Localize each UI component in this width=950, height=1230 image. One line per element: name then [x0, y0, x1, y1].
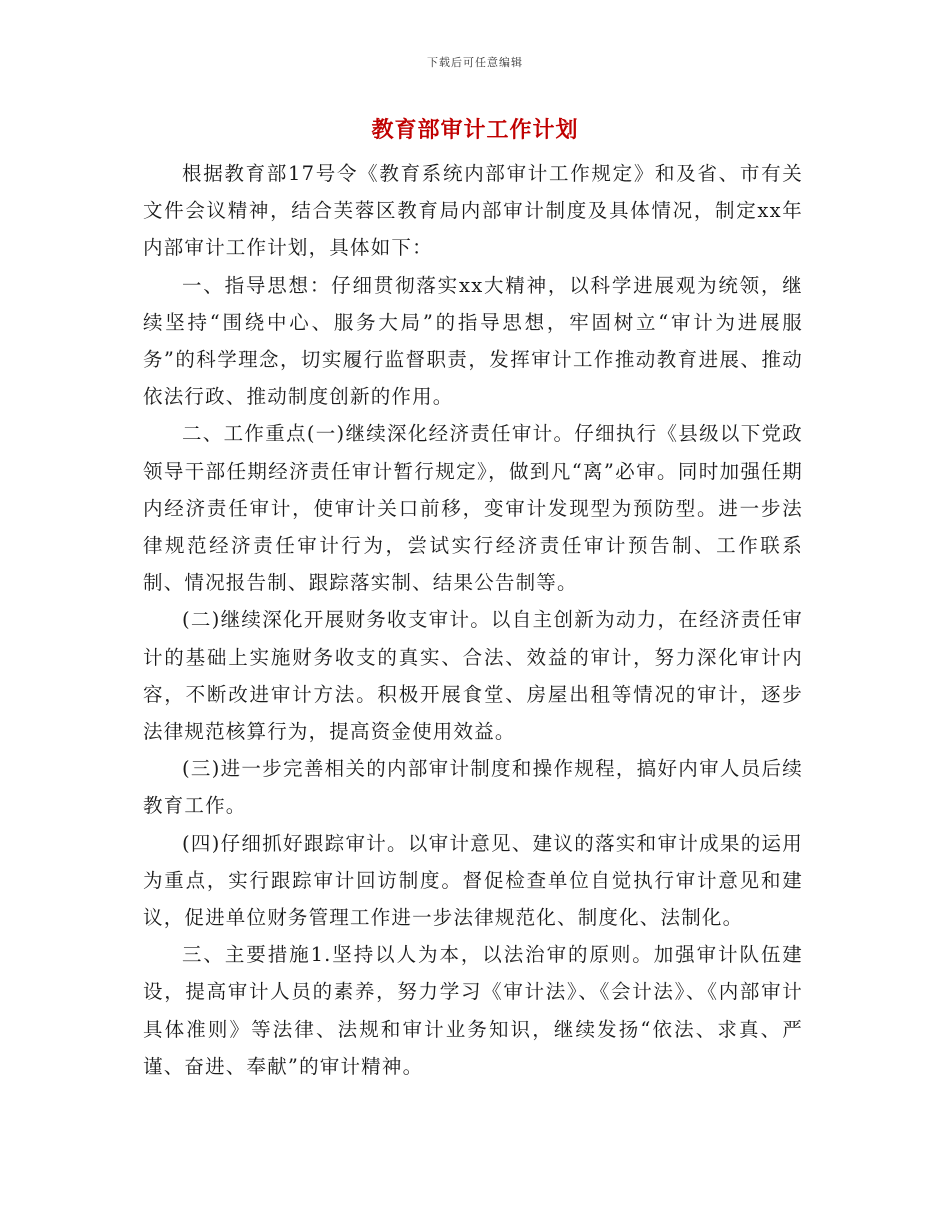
paragraph-work-focus-4: (四)仔细抓好跟踪审计。以审计意见、建议的落实和审计成果的运用为重点，实行跟踪审计回访制度。督促检查单位自觉执行审计意见和建议，促进单位财务管理工作进一步法律规范化、制度化、法制化。 — [143, 831, 803, 930]
header-note: 下载后可任意编辑 — [427, 56, 523, 69]
paragraph-main-measures: 三、主要措施1.坚持以人为本，以法治审的原则。加强审计队伍建设，提高审计人员的素养，努力学习《审计法》、《会计法》、《内部审计具体准则》等法律、法规和审计业务知识，继续发扬“依法、求真、严谨、奋进、奉献”的审计精神。 — [143, 943, 803, 1078]
paragraph-guiding-thought: 一、指导思想：仔细贯彻落实xx大精神，以科学进展观为统领，继续坚持“围绕中心、服务大局”的指导思想，牢固树立“审计为进展服务”的科学理念，切实履行监督职责，发挥审计工作推动教育进展、推动依法行政、推动制度创新的作用。 — [143, 273, 803, 409]
document-title: 教育部审计工作计划 — [371, 117, 579, 143]
paragraph-intro: 根据教育部17号令《教育系统内部审计工作规定》和及省、市有关文件会议精神，结合芙蓉区教育局内部审计制度及具体情况，制定xx年内部审计工作计划，具体如下： — [143, 162, 803, 260]
document-body — [143, 155, 803, 1085]
paragraph-work-focus-1: 二、工作重点(一)继续深化经济责任审计。仔细执行《县级以下党政领导干部任期经济责任审计暂行规定》，做到凡“离”必审。同时加强任期内经济责任审计，使审计关口前移，变审计发现型为预防型。进一步法律规范经济责任审计行为，尝试实行经济责任审计预告制、工作联系制、情况报告制、跟踪落实制、结果公告制等。 — [143, 422, 803, 595]
paragraph-work-focus-3: (三)进一步完善相关的内部审计制度和操作规程，搞好内审人员后续教育工作。 — [143, 757, 803, 818]
paragraph-work-focus-2: (二)继续深化开展财务收支审计。以自主创新为动力，在经济责任审计的基础上实施财务收支的真实、合法、效益的审计，努力深化审计内容，不断改进审计方法。积极开展食堂、房屋出租等情况的审计，逐步法律规范核算行为，提高资金使用效益。 — [143, 608, 803, 744]
